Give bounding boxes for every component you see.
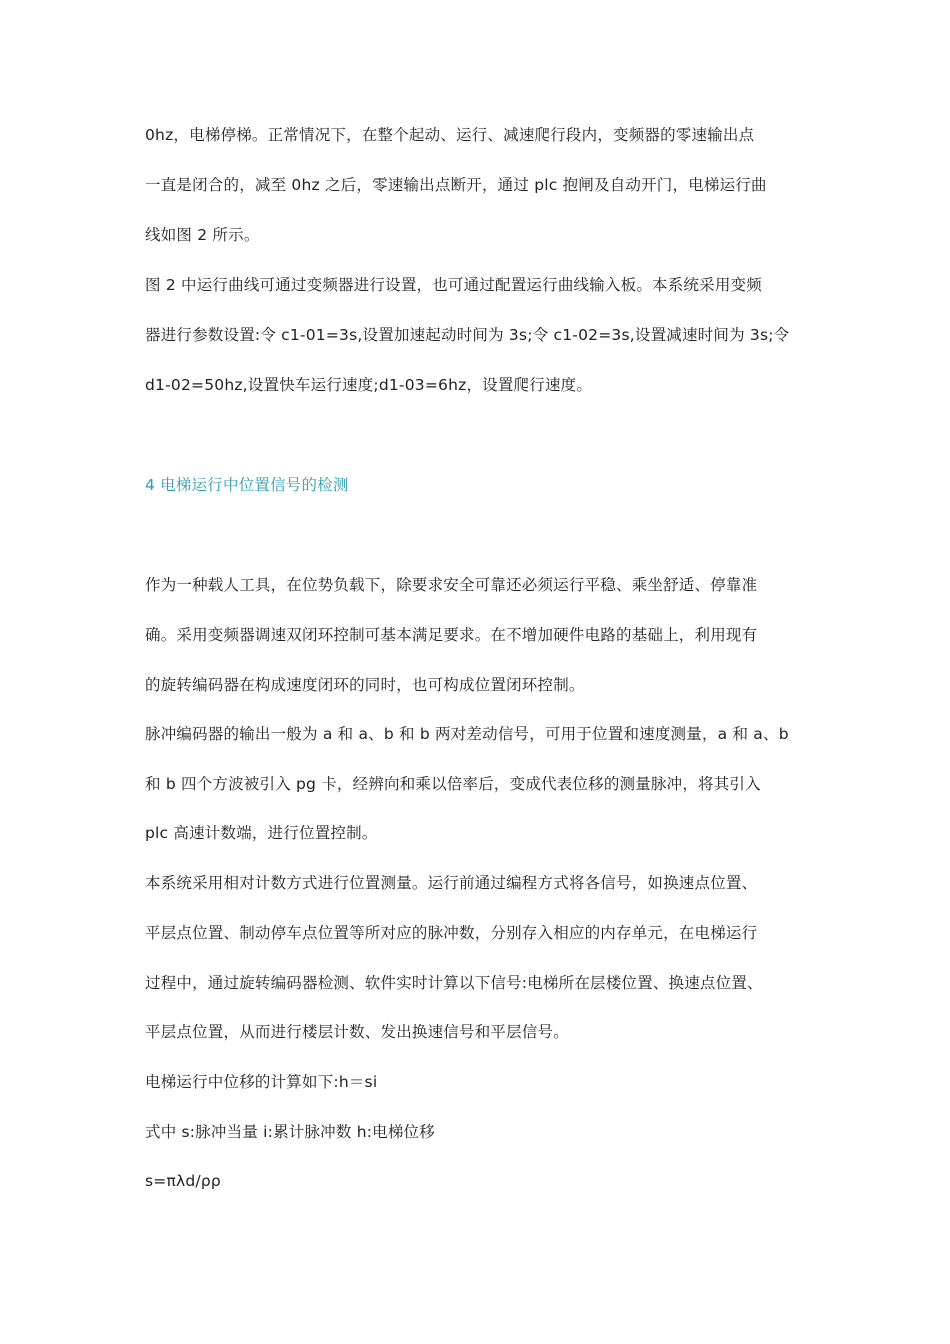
paragraph-1-line-2: 一直是闭合的，减至 0hz 之后，零速输出点断开，通过 plc 抱闸及自动开门，电梯运行曲 <box>145 176 767 194</box>
paragraph-3-line-2: 确。采用变频器调速双闭环控制可基本满足要求。在不增加硬件电路的基础上，利用现有 <box>145 626 758 644</box>
paragraph-3-line-1: 作为一种载人工具，在位势负载下，除要求安全可靠还必须运行平稳、乘坐舒适、停靠准 <box>145 576 758 594</box>
paragraph-5-line-3: 过程中，通过旋转编码器检测、软件实时计算以下信号:电梯所在层楼位置、换速点位置、 <box>145 974 763 992</box>
formula-legend: 式中 s:脉冲当量 i:累计脉冲数 h:电梯位移 <box>145 1123 435 1141</box>
paragraph-3-line-3: 的旋转编码器在构成速度闭环的同时，也可构成位置闭环控制。 <box>145 676 585 694</box>
paragraph-2-line-1: 图 2 中运行曲线可通过变频器进行设置，也可通过配置运行曲线输入板。本系统采用变频 <box>145 276 762 294</box>
formula-intro: 电梯运行中位移的计算如下:h＝si <box>145 1073 378 1091</box>
paragraph-4-line-2: 和 b 四个方波被引入 pg 卡，经辨向和乘以倍率后，变成代表位移的测量脉冲，将其引入 <box>145 775 761 793</box>
paragraph-2-line-2: 器进行参数设置:令 c1-01=3s,设置加速起动时间为 3s;令 c1-02=3s,设置减速时间为 3s;令 <box>145 326 790 344</box>
paragraph-1-line-1: 0hz，电梯停梯。正常情况下，在整个起动、运行、减速爬行段内，变频器的零速输出点 <box>145 126 755 144</box>
paragraph-1-line-3: 线如图 2 所示。 <box>145 226 260 244</box>
paragraph-4-line-1: 脉冲编码器的输出一般为 a 和 a、b 和 b 两对差动信号，可用于位置和速度测量，a 和 a、b <box>145 725 789 743</box>
paragraph-5-line-1: 本系统采用相对计数方式进行位置测量。运行前通过编程方式将各信号，如换速点位置、 <box>145 874 758 892</box>
section-heading: 4 电梯运行中位置信号的检测 <box>145 476 349 494</box>
paragraph-5-line-4: 平层点位置，从而进行楼层计数、发出换速信号和平层信号。 <box>145 1023 569 1041</box>
paragraph-4-line-3: plc 高速计数端，进行位置控制。 <box>145 824 378 842</box>
paragraph-5-line-2: 平层点位置、制动停车点位置等所对应的脉冲数，分别存入相应的内存单元，在电梯运行 <box>145 924 758 942</box>
paragraph-2-line-3: d1-02=50hz,设置快车运行速度;d1-03=6hz，设置爬行速度。 <box>145 376 593 394</box>
formula-s: s=πλd/ρρ <box>145 1172 221 1190</box>
